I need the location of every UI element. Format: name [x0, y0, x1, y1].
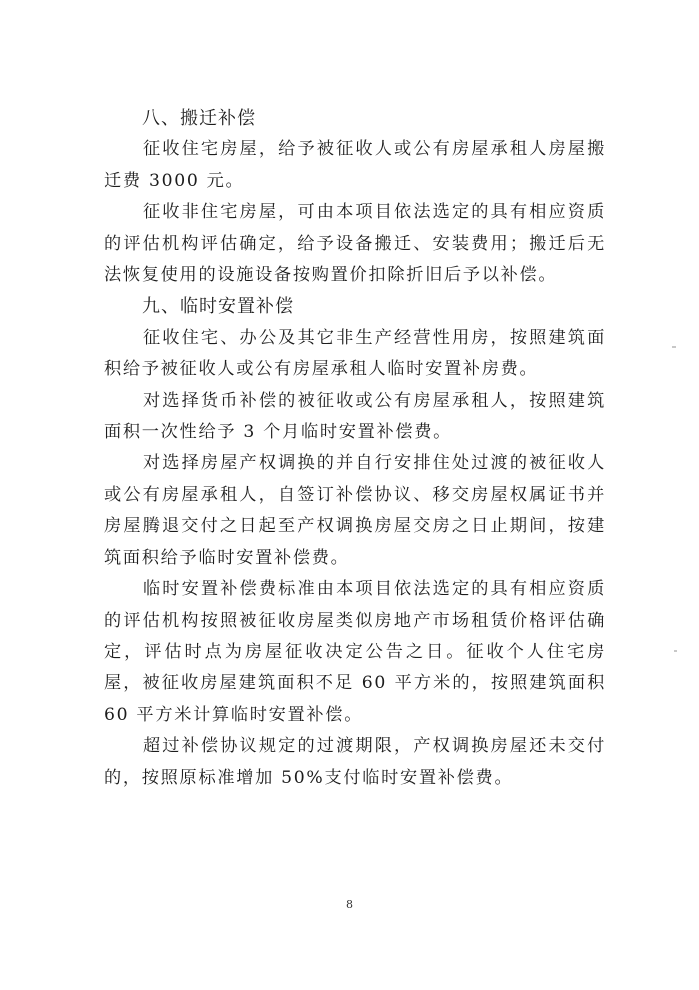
document-body	[104, 103, 606, 794]
paragraph: 征收非住宅房屋，可由本项目依法选定的具有相应资质的评估机构评估确定，给予设备搬迁、安装费用；搬迁后无法恢复使用的设施设备按购置价扣除折旧后予以补偿。	[104, 202, 606, 286]
paragraph: 征收住宅房屋，给予被征收人或公有房屋承租人房屋搬迁费 3000 元。	[104, 139, 606, 191]
section-heading-temporary-resettlement: 九、临时安置补偿	[142, 296, 294, 318]
paragraph: 征收住宅、办公及其它非生产经营性用房，按照建筑面积给予被征收人或公有房屋承租人临时安置补房费。	[104, 327, 606, 380]
page-number: 8	[346, 898, 353, 911]
section-heading-relocation: 八、搬迁补偿	[142, 108, 256, 129]
scan-mark	[672, 346, 676, 348]
paragraph: 对选择房屋产权调换的并自行安排住处过渡的被征收人或公有房屋承租人，自签订补偿协议、移交房屋权属证书并房屋腾退交付之日起至产权调换房屋交房之日止期间，按建筑面积给予临时安置补偿费。	[104, 453, 606, 568]
paragraph: 超过补偿协议规定的过渡期限，产权调换房屋还未交付的，按照原标准增加 50%支付临时安置补偿费。	[104, 736, 606, 788]
scan-mark	[674, 650, 677, 652]
paragraph: 临时安置补偿费标准由本项目依法选定的具有相应资质的评估机构按照被征收房屋类似房地产市场租赁价格评估确定，评估时点为房屋征收决定公告之日。征收个人住宅房屋，被征收房屋建筑面积不足 60 平方米的，按照建筑面积 60 平方米计算临时安置补偿。	[104, 579, 606, 725]
paragraph: 对选择货币补偿的被征收或公有房屋承租人，按照建筑面积一次性给予 3 个月临时安置补偿费。	[104, 390, 606, 443]
